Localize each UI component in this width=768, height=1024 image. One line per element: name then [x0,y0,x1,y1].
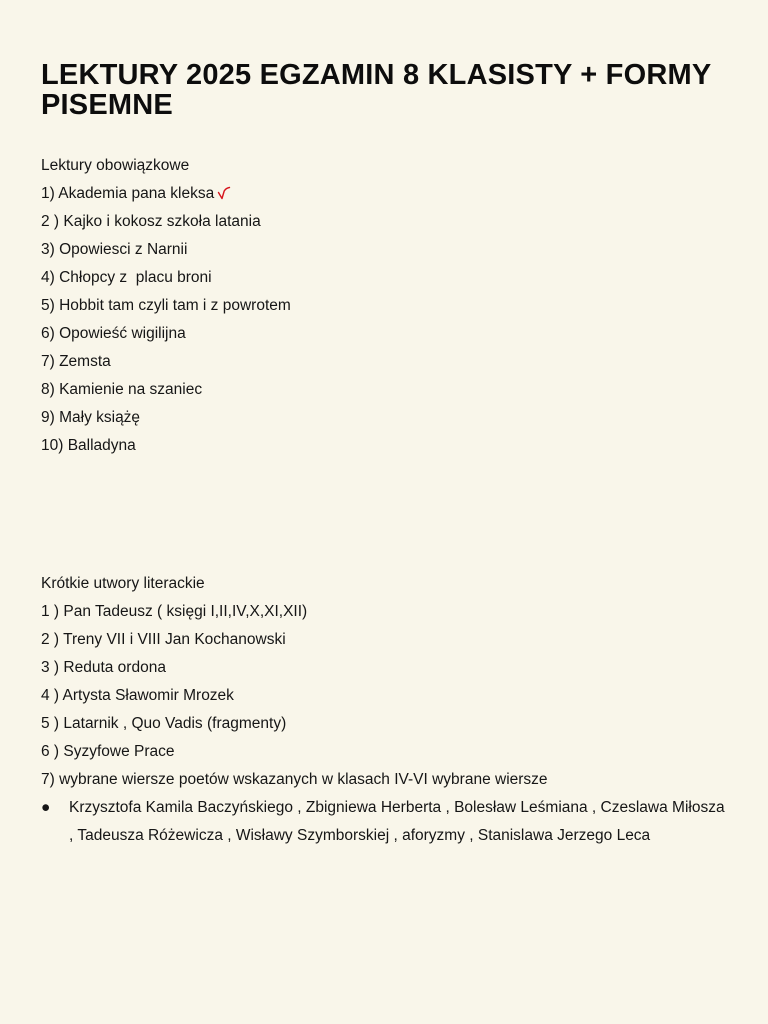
list-item [41,180,741,208]
list-item: 4 ) Artysta Sławomir Mrozek [41,687,234,704]
check-mark-icon [217,182,231,210]
list-item: 2 ) Treny VII i VIII Jan Kochanowski [41,631,286,648]
list-item: 8) Kamienie na szaniec [41,381,203,398]
list-item: 7) wybrane wiersze poetów wskazanych w klasach IV-VI wybrane wiersze [41,771,548,788]
list-item: 3 ) Reduta ordona [41,659,166,676]
list-item: 1 ) Pan Tadeusz ( księgi I,II,IV,X,XI,XII) [41,603,308,620]
bullet-item-text: Krzysztofa Kamila Baczyńskiego , Zbigniewa Herberta , Bolesław Leśmiana , Czeslawa Miłosza , Tadeusza Różewicza , Wisławy Szymborskiej , aforyzmy , Stanislawa Jerzego Leca [69,799,725,844]
list-item: 6 ) Syzyfowe Prace [41,743,175,760]
list-item: 4) Chłopcy z placu broni [41,269,212,286]
required-readings-section [41,152,741,460]
list-item: 3) Opowiesci z Narnii [41,241,188,258]
list-item-text: 1) Akademia pana kleksa [41,185,215,202]
list-item: 9) Mały książę [41,409,141,426]
list-item: 7) Zemsta [41,353,111,370]
short-works-section [41,570,741,850]
bullet-list-item [41,794,741,850]
list-item: 5 ) Latarnik , Quo Vadis (fragmenty) [41,715,287,732]
list-item: 5) Hobbit tam czyli tam i z powrotem [41,297,291,314]
section-heading: Krótkie utwory literackie [41,575,205,592]
section-heading: Lektury obowiązkowe [41,157,190,174]
document-title: LEKTURY 2025 EGZAMIN 8 KLASISTY + FORMY PISEMNE [41,59,711,121]
bullet-icon: ● [41,799,51,816]
list-item: 2 ) Kajko i kokosz szkoła latania [41,213,261,230]
list-item: 10) Balladyna [41,437,136,454]
list-item: 6) Opowieść wigilijna [41,325,186,342]
